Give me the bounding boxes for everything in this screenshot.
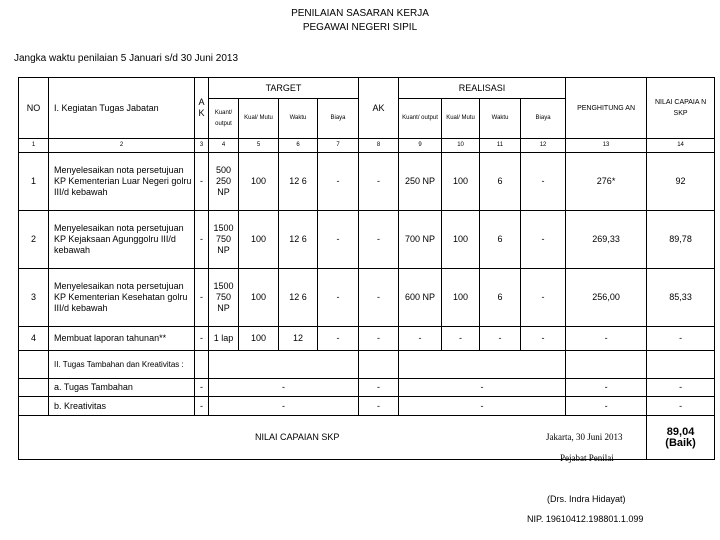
- row-real-waktu: 6: [480, 153, 521, 211]
- section-2-label: II. Tugas Tambahan dan Kreativitas :: [49, 351, 195, 379]
- row-real-kual: -: [442, 327, 480, 351]
- row-nilai: 85,33: [647, 269, 715, 327]
- header-ak: A K: [195, 78, 209, 139]
- row-target-kuant: 500 250 NP: [209, 153, 239, 211]
- kreativitas-label: b. Kreativitas: [49, 397, 195, 416]
- col-number: 3: [195, 139, 209, 153]
- official-nip: NIP. 19610412.198801.1.099: [527, 514, 644, 524]
- row-ak2: -: [359, 211, 399, 269]
- row-real-waktu: 6: [480, 269, 521, 327]
- kreativitas-row: [19, 397, 715, 416]
- row-kegiatan: Membuat laporan tahunan**: [49, 327, 195, 351]
- header-real-kual: Kual/ Mutu: [442, 99, 480, 139]
- col-number: 4: [209, 139, 239, 153]
- tambahan-ak2: -: [359, 379, 399, 397]
- header-kegiatan: I. Kegiatan Tugas Jabatan: [49, 78, 195, 139]
- header-target-biaya: Biaya: [318, 99, 359, 139]
- row-nilai: -: [647, 327, 715, 351]
- tambahan-ak: -: [195, 379, 209, 397]
- header-penghitungan: PENGHITUNG AN: [566, 78, 647, 139]
- row-real-waktu: 6: [480, 211, 521, 269]
- row-real-kuant: -: [399, 327, 442, 351]
- header-no: NO: [19, 78, 49, 139]
- col-number: 9: [399, 139, 442, 153]
- table-row: [19, 327, 715, 351]
- tambahan-nilai: -: [647, 379, 715, 397]
- row-target-waktu: 12: [279, 327, 318, 351]
- col-number: 11: [480, 139, 521, 153]
- row-real-biaya: -: [521, 327, 566, 351]
- kreativitas-nilai: -: [647, 397, 715, 416]
- row-ak: -: [195, 269, 209, 327]
- row-ak: -: [195, 327, 209, 351]
- table-row: [19, 153, 715, 211]
- header-target: TARGET: [209, 78, 359, 99]
- tambahan-label: a. Tugas Tambahan: [49, 379, 195, 397]
- row-target-biaya: -: [318, 211, 359, 269]
- col-number: 14: [647, 139, 715, 153]
- header-target-kual: Kual/ Mutu: [239, 99, 279, 139]
- row-target-kuant: 1 lap: [209, 327, 239, 351]
- section-2-row: [19, 351, 715, 379]
- header-target-waktu: Waktu: [279, 99, 318, 139]
- col-number: 6: [279, 139, 318, 153]
- header-nilai: NILAI CAPAIA N SKP: [647, 78, 715, 139]
- row-real-biaya: -: [521, 211, 566, 269]
- row-target-waktu: 12 6: [279, 153, 318, 211]
- skp-table: [18, 77, 715, 460]
- column-number-row: [19, 139, 715, 153]
- document-title: PENILAIAN SASARAN KERJA: [291, 8, 429, 19]
- row-target-waktu: 12 6: [279, 269, 318, 327]
- row-real-kual: 100: [442, 211, 480, 269]
- row-target-biaya: -: [318, 269, 359, 327]
- col-number: 13: [566, 139, 647, 153]
- row-no: 2: [19, 211, 49, 269]
- table-row: [19, 211, 715, 269]
- row-penghitungan: 256,00: [566, 269, 647, 327]
- col-number: 2: [49, 139, 195, 153]
- row-penghitungan: -: [566, 327, 647, 351]
- row-ak2: -: [359, 269, 399, 327]
- col-number: 1: [19, 139, 49, 153]
- row-ak2: -: [359, 153, 399, 211]
- header-real-biaya: Biaya: [521, 99, 566, 139]
- tambahan-penghitungan: -: [566, 379, 647, 397]
- pejabat-label: Pejabat Penilai: [560, 453, 614, 463]
- nilai-capaian-label: NILAI CAPAIAN SKP: [19, 416, 647, 460]
- assessment-period: Jangka waktu penilaian 5 Januari s/d 30 Juni 2013: [14, 53, 239, 64]
- row-real-kual: 100: [442, 153, 480, 211]
- header-row-1: [19, 78, 715, 99]
- table-row: [19, 269, 715, 327]
- row-target-kuant: 1500 750 NP: [209, 269, 239, 327]
- row-target-biaya: -: [318, 327, 359, 351]
- row-real-waktu: -: [480, 327, 521, 351]
- row-target-kual: 100: [239, 327, 279, 351]
- row-ak: -: [195, 153, 209, 211]
- row-kegiatan: Menyelesaikan nota persetujuan KP Kejaksaan Agunggolru III/d kebawah: [49, 211, 195, 269]
- row-penghitungan: 269,33: [566, 211, 647, 269]
- official-name: (Drs. Indra Hidayat): [547, 494, 626, 504]
- row-nilai: 92: [647, 153, 715, 211]
- row-kegiatan: Menyelesaikan nota persetujuan KP Kementerian Kesehatan golru III/d kebawah: [49, 269, 195, 327]
- kreativitas-realisasi: -: [399, 397, 566, 416]
- row-ak2: -: [359, 327, 399, 351]
- header-real-waktu: Waktu: [480, 99, 521, 139]
- tambahan-realisasi: -: [399, 379, 566, 397]
- row-nilai: 89,78: [647, 211, 715, 269]
- col-number: 7: [318, 139, 359, 153]
- col-number: 10: [442, 139, 480, 153]
- col-number: 12: [521, 139, 566, 153]
- row-real-kuant: 250 NP: [399, 153, 442, 211]
- header-target-kuant: Kuant/ output: [209, 99, 239, 139]
- col-number: 8: [359, 139, 399, 153]
- row-kegiatan: Menyelesaikan nota persetujuan KP Kementerian Luar Negeri golru III/d kebawah: [49, 153, 195, 211]
- header-real-kuant: Kuant/ output: [399, 99, 442, 139]
- nilai-total: 89,04 (Baik): [647, 416, 715, 460]
- header-ak2: AK: [359, 78, 399, 139]
- row-ak: -: [195, 211, 209, 269]
- row-target-biaya: -: [318, 153, 359, 211]
- kreativitas-ak2: -: [359, 397, 399, 416]
- kreativitas-target: -: [209, 397, 359, 416]
- row-target-kual: 100: [239, 269, 279, 327]
- document-subtitle: PEGAWAI NEGERI SIPIL: [302, 22, 418, 33]
- header-realisasi: REALISASI: [399, 78, 566, 99]
- row-real-biaya: -: [521, 153, 566, 211]
- row-no: 3: [19, 269, 49, 327]
- row-no: 1: [19, 153, 49, 211]
- row-no: 4: [19, 327, 49, 351]
- row-target-kual: 100: [239, 211, 279, 269]
- row-real-biaya: -: [521, 269, 566, 327]
- row-real-kual: 100: [442, 269, 480, 327]
- row-penghitungan: 276*: [566, 153, 647, 211]
- col-number: 5: [239, 139, 279, 153]
- kreativitas-ak: -: [195, 397, 209, 416]
- place-date: Jakarta, 30 Juni 2013: [546, 432, 623, 442]
- row-real-kuant: 700 NP: [399, 211, 442, 269]
- row-target-kuant: 1500 750 NP: [209, 211, 239, 269]
- row-real-kuant: 600 NP: [399, 269, 442, 327]
- tambahan-target: -: [209, 379, 359, 397]
- kreativitas-penghitungan: -: [566, 397, 647, 416]
- row-target-waktu: 12 6: [279, 211, 318, 269]
- tambahan-row: [19, 379, 715, 397]
- row-target-kual: 100: [239, 153, 279, 211]
